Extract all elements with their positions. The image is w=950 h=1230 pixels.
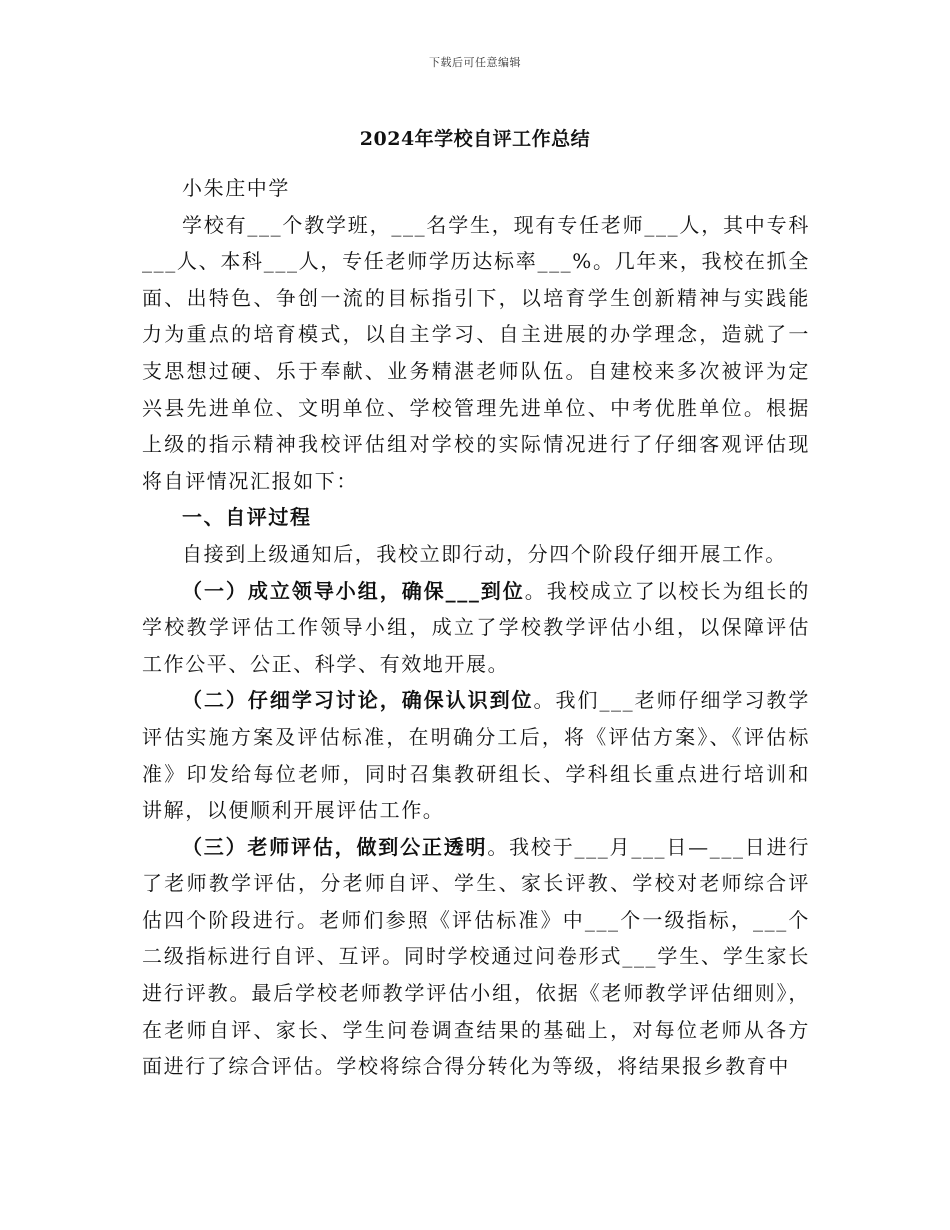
school-name: 小朱庄中学	[182, 176, 290, 200]
intro-paragraph: 学校有___个教学班，___名学生，现有专任老师___人，其中专科___人、本科___人，专任老师学历达标率___%。几年来，我校在抓全面、出特色、争创一流的目标指引下，以培育学生创新精神与实践能力为重点的培育模式，以自主学习、自主进展的办学理念，造就了一支思想过硬、乐于奉献、业务精湛老师队伍。自建校来多次被评为定兴县先进单位、文明单位、学校管理先进单位、中考优胜单位。根据上级的指示精神我校评估组对学校的实际情况进行了仔细客观评估现将自评情况汇报如下：	[142, 212, 810, 493]
document-body	[142, 170, 810, 1085]
header-note: 下载后可任意编辑	[429, 56, 521, 69]
item-heading: （一）成立领导小组，确保___到位	[182, 578, 525, 603]
item-text: 。我校于___月___日—___日进行了老师教学评估，分老师自评、学生、家长评教、学校对老师综合评估四个阶段进行。老师们参照《评估标准》中___个一级指标，___个二级指标进行自评、互评。同时学校通过问卷形式___学生、学生家长进行评教。最后学校老师教学评估小组，依据《老师教学评估细则》，在老师自评、家长、学生问卷调查结果的基础上，对每位老师从各方面进行了综合评估。学校将综合得分转化为等级，将结果报乡教育中	[142, 834, 810, 1079]
item-heading: （三）老师评估，做到公正透明	[182, 834, 488, 859]
section-lead-paragraph: 自接到上级通知后，我校立即行动，分四个阶段仔细开展工作。	[182, 541, 787, 566]
item-text: 。我校成立了以校长为组长的学校教学评估工作领导小组，成立了学校教学评估小组，以保障评估工作公平、公正、科学、有效地开展。	[142, 578, 810, 676]
item-heading: （二）仔细学习讨论，确保认识到位	[182, 688, 534, 713]
item-text: 。我们___老师仔细学习教学评估实施方案及评估标准，在明确分工后，将《评估方案》、《评估标准》印发给每位老师，同时召集教研组长、学科组长重点进行培训和讲解，以便顺利开展评估工作。	[142, 688, 810, 823]
list-item	[142, 682, 810, 828]
list-item	[142, 573, 810, 683]
list-item	[142, 829, 810, 1085]
document-title: 2024年学校自评工作总结	[359, 128, 591, 150]
section-heading: 一、自评过程	[182, 505, 312, 530]
